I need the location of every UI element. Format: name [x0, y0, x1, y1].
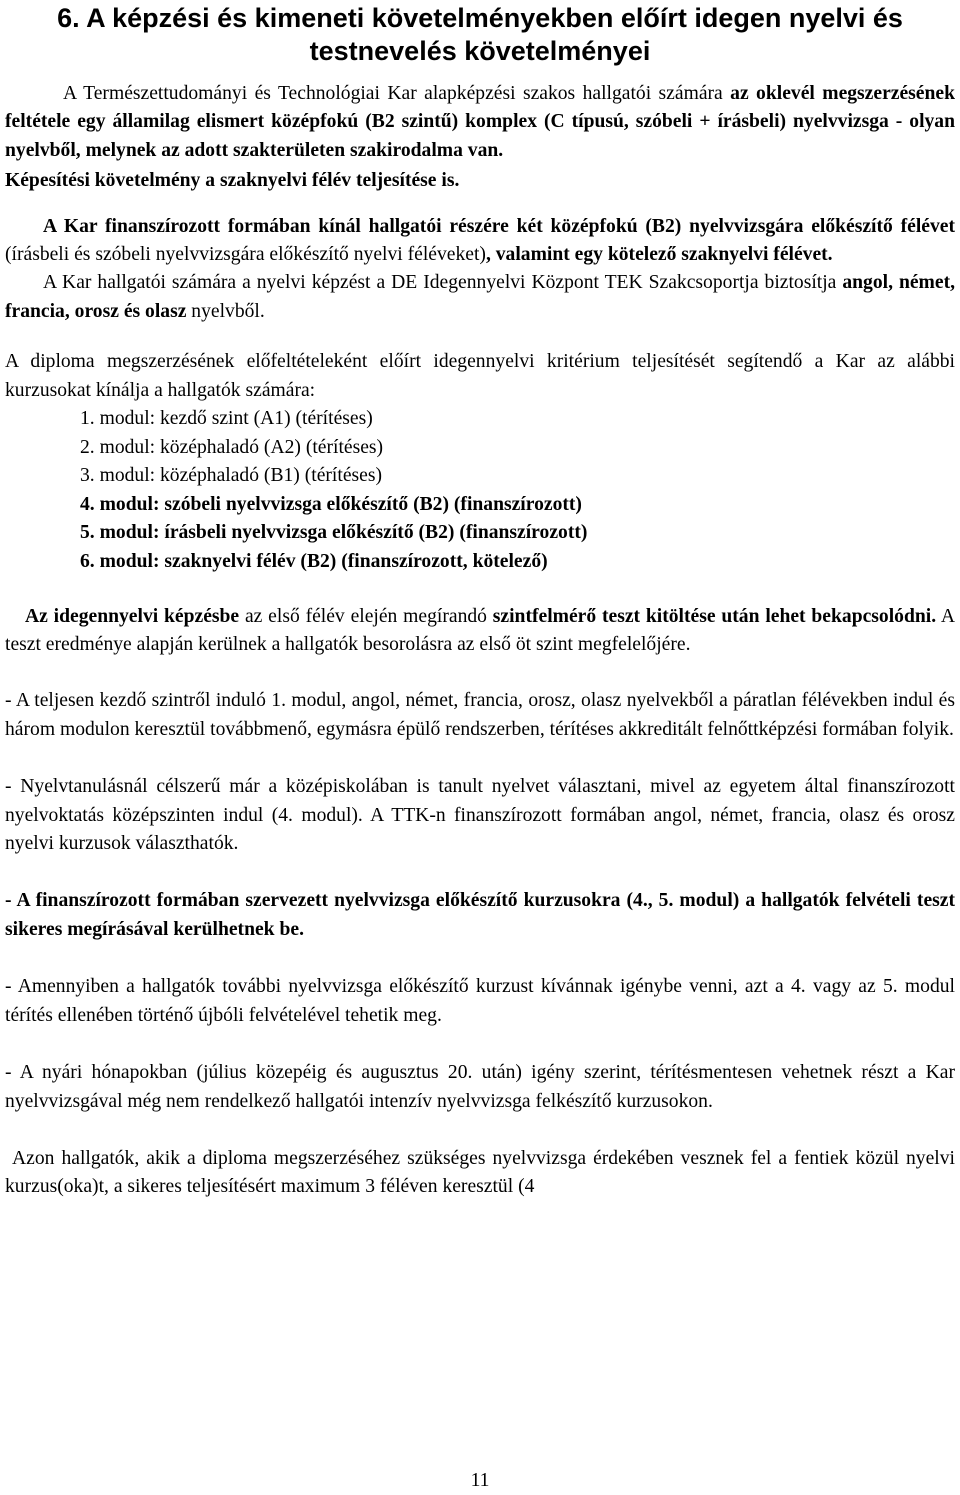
placement-text-1: az első félév elején megírandó [239, 605, 493, 627]
document-page [5, 0, 955, 1202]
placement-bold-1: Az idegennyelvi képzésbe [25, 605, 240, 627]
section-heading-line1: 6. A képzési és kimeneti követelményekben előírt idegen nyelvi és [57, 3, 903, 33]
module-item-1: 1. modul: kezdő szint (A1) (térítéses) [80, 408, 373, 430]
module-item-2: 2. modul: középhaladó (A2) (térítéses) [80, 436, 384, 458]
section-heading [5, 0, 955, 68]
paragraph-summer-courses: - A nyári hónapokban (július közepéig és augusztus 20. után) igény szerint, térítésmentesen vehetnek részt a Kar nyelvvizsgával még nem rendelkező hallgatói intenzív nyelvvizsga felkészítő kurzusokon. [5, 1062, 955, 1112]
paragraph-additional-courses: - Amennyiben a hallgatók további nyelvvizsga előkészítő kurzust kívánnak igénybe venni, azt a 4. vagy az 5. modul térítés ellenében történő újbóli felvételével tehetik meg. [5, 976, 955, 1026]
paragraph-qualification: Képesítési követelmény a szaknyelvi félév teljesítése is. [5, 170, 460, 192]
funded-courses-text: (írásbeli és szóbeli nyelvvizsgára előkészítő nyelvi féléveket) [5, 244, 486, 266]
paragraph-course-students: Azon hallgatók, akik a diploma megszerzéséhez szükséges nyelvvizsga érdekében vesznek fel a fentiek közül nyelvi kurzus(oka)t, a sikeres teljesítésért maximum 3 féléven keresztül (4 [5, 1147, 955, 1198]
placement-bold-2: szintfelmérő teszt kitöltése után lehet bekapcsolódni. [492, 605, 937, 627]
module-list [5, 405, 955, 577]
paragraph-languages [5, 269, 955, 326]
module-item-4: 4. modul: szóbeli nyelvvizsga előkészítő (B2) (finanszírozott) [80, 493, 582, 515]
module-item-3: 3. modul: középhaladó (B1) (térítéses) [80, 465, 382, 487]
requirement-bold-text: az oklevél megszerzésének feltétele egy államilag elismert középfokú (B2 szintű) komplex (C típusú, szóbeli + írásbeli) nyelvvizsga - olyan nyelvből, melynek az adott szakterületen szakirodalma van. [5, 83, 955, 161]
paragraph-admission-test: - A finanszírozott formában szervezett nyelvvizsga előkészítő kurzusokra (4., 5. modul) a hallgatók felvételi teszt sikeres megírásával kerülhetnek be. [5, 890, 955, 940]
funded-courses-bold: A Kar finanszírozott formában kínál hallgatói részére két középfokú (B2) nyelvvizsgára előkészítő félévet [43, 215, 955, 237]
languages-list: angol, német, francia, orosz [5, 272, 955, 322]
placement-text-2: A teszt eredménye alapján kerülnek a hallgatók besorolásra az első öt szint megfelelőjére. [5, 605, 955, 656]
paragraph-placement-test [5, 603, 955, 660]
page-number: 11 [470, 1470, 490, 1491]
languages-and: és [118, 300, 146, 322]
languages-intro: A Kar hallgatói számára a nyelvi képzést a DE Idegennyelvi Központ TEK Szakcsoportja biztosítja [43, 272, 843, 294]
funded-courses-bold-end: , valamint egy kötelező szaknyelvi félévet. [485, 244, 833, 266]
paragraph-language-choice: - Nyelvtanulásnál célszerű már a középiskolában is tanult nyelvet választani, mivel az egyetem által finanszírozott nyelvoktatás középszinten indul (4. modul). A TTK-n finanszírozott formában angol, német, francia, olasz és orosz nyelvi kurzusok választhatók. [5, 776, 955, 855]
paragraph-funded-courses [5, 213, 955, 270]
module-item-6: 6. modul: szaknyelvi félév (B2) (finanszírozott, kötelező) [80, 551, 548, 573]
paragraph-requirement [5, 80, 955, 165]
module-item-5: 5. modul: írásbeli nyelvvizsga előkészítő (B2) (finanszírozott) [80, 522, 588, 544]
languages-end: nyelvből. [186, 300, 265, 322]
languages-italian: olasz [145, 300, 187, 322]
requirement-intro-text: A Természettudományi és Technológiai Kar alapképzési szakos hallgatói számára [63, 83, 731, 104]
section-heading-line2: testnevelés követelményei [309, 36, 651, 66]
paragraph-beginner-module: - A teljesen kezdő szintről induló 1. modul, angol, német, francia, orosz, olasz nyelvekből a páratlan félévekben indul és három modulon keresztül továbbmenő, egymásra épülő rendszerben, térítéses akkreditált felnőttképzési formában folyik. [5, 690, 955, 740]
paragraph-diploma-criteria: A diploma megszerzésének előfeltételeként előírt idegennyelvi kritérium teljesítését segítendő a Kar az alábbi kurzusokat kínálja a hallgatók számára: [5, 351, 955, 401]
